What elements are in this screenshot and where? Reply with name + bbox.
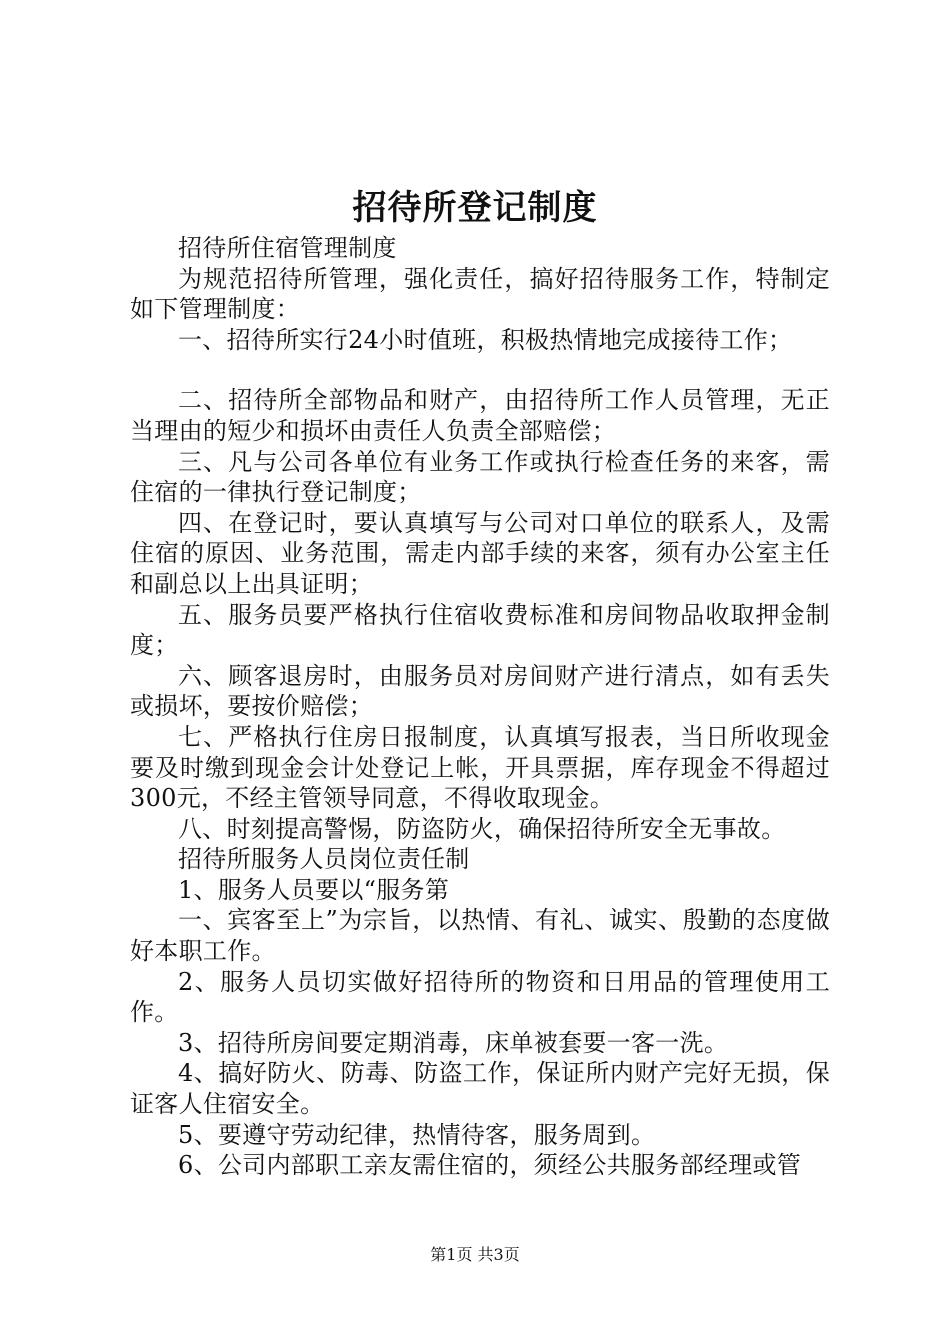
paragraph: 七、严格执行住房日报制度，认真填写报表，当日所收现金要及时缴到现金会计处登记上帐，开具票据，库存现金不得超过300元，不经主管领导同意，不得收取现金。 [130, 722, 830, 813]
paragraph: 6、公司内部职工亲友需住宿的，须经公共服务部经理或管 [178, 1151, 802, 1180]
section-heading: 招待所服务人员岗位责任制 [178, 845, 470, 874]
paragraph: 4、搞好防火、防毒、防盗工作，保证所内财产完好无损，保证客人住宿安全。 [130, 1059, 830, 1119]
document-body [130, 233, 830, 1181]
paragraph: 三、凡与公司各单位有业务工作或执行检查任务的来客，需住宿的一律执行登记制度； [130, 447, 830, 507]
paragraph: 四、在登记时，要认真填写与公司对口单位的联系人，及需住宿的原因、业务范围，需走内部手续的来客，须有办公室主任和副总以上出具证明； [130, 508, 830, 598]
paragraph: 一、招待所实行24小时值班，积极热情地完成接待工作； [178, 325, 793, 354]
paragraph: 一、宾客至上”为宗旨，以热情、有礼、诚实、殷勤的态度做好本职工作。 [130, 906, 830, 966]
paragraph: 5、要遵守劳动纪律，热情待客，服务周到。 [178, 1120, 656, 1149]
paragraph: 二、招待所全部物品和财产，由招待所工作人员管理，无正当理由的短少和损坏由责任人负责全部赔偿； [130, 386, 830, 445]
paragraph: 五、服务员要严格执行住宿收费标准和房间物品收取押金制度； [130, 600, 830, 660]
paragraph: 招待所住宿管理制度 [178, 234, 397, 262]
paragraph: 为规范招待所管理，强化责任，搞好招待服务工作，特制定如下管理制度： [130, 264, 830, 324]
paragraph: 3、招待所房间要定期消毒，床单被套要一客一洗。 [178, 1028, 729, 1057]
document-title: 招待所登记制度 [352, 188, 598, 228]
page-footer: 第1页 共3页 [430, 1245, 520, 1264]
paragraph: 2、服务人员切实做好招待所的物资和日用品的管理使用工作。 [130, 967, 830, 1027]
paragraph: 1、服务人员要以“服务第 [178, 875, 450, 904]
paragraph: 六、顾客退房时，由服务员对房间财产进行清点，如有丢失或损坏，要按价赔偿； [130, 661, 830, 721]
paragraph: 八、时刻提高警惕，防盗防火，确保招待所安全无事故。 [178, 814, 786, 843]
